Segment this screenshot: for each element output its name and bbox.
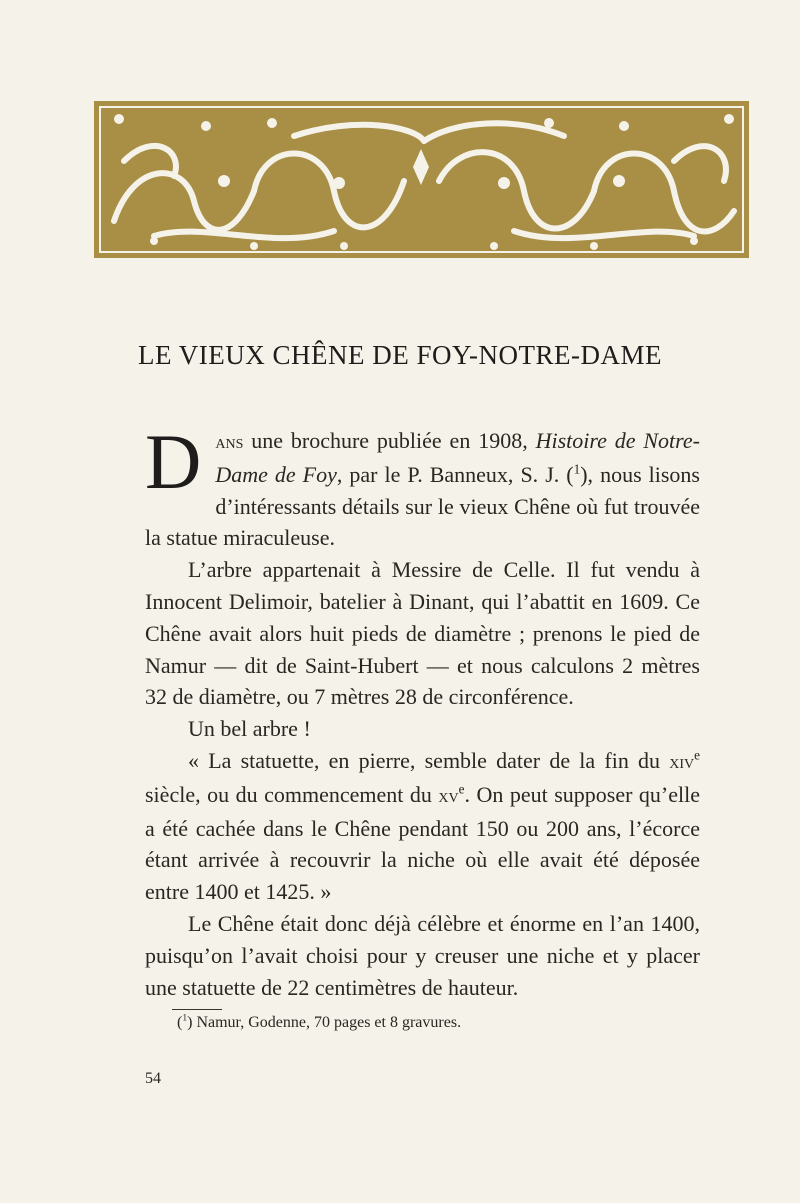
- paragraph-text: , par le P. Banneux, S. J. (: [336, 461, 574, 487]
- paragraph-5: Le Chêne était donc déjà célèbre et énorme en l’an 1400, puisqu’on l’avait choisi pour y creuser une niche et y placer une statuette de 22 centimètres de hauteur.: [145, 910, 700, 1000]
- paragraph-text: une brochure publiée en 1908,: [243, 428, 536, 453]
- book-title: Histoire de Notre-Dame de Foy: [215, 428, 700, 487]
- body-text: [145, 418, 701, 1003]
- footnote: [177, 1014, 461, 1032]
- drop-cap: D: [145, 418, 202, 505]
- footnote-paren-open: (: [177, 1014, 183, 1031]
- paragraph-text: . On peut supposer qu’elle a été cachée dans le Chêne pendant 150 ou 200 ans, l’écorce étant arrivée à recouvrir la niche où elle avait été déposée entre 1400 et 1425. »: [145, 781, 701, 905]
- superscript: e: [458, 781, 465, 797]
- paragraph-4: [145, 745, 700, 908]
- page-number: 54: [145, 1070, 161, 1087]
- paragraph-2: L’arbre appartenait à Messire de Celle. Il fut vendu à Innocent Delimoir, batelier à Dinant, qui l’abattit en 1609. Ce Chêne avait alors huit pieds de diamètre ; prenons le pied de Namur — dit de Saint-Hubert — et nous calculons 2 mètres 32 de diamètre, ou 7 mètres 28 de circonférence.: [145, 557, 700, 710]
- paragraph-text: « La statuette, en pierre, semble dater de la fin du: [188, 747, 670, 773]
- small-caps-text: ans: [215, 431, 244, 453]
- footnote-separator: [172, 1009, 222, 1010]
- superscript: e: [694, 747, 700, 763]
- chapter-title: LE VIEUX CHÊNE DE FOY-NOTRE-DAME: [138, 340, 662, 370]
- footnote-number: 1: [182, 1012, 188, 1024]
- century-numeral: xv: [438, 784, 459, 807]
- paragraph-text: ), nous lisons d’intéressants détails sur le vieux Chêne où fut trouvée la statue miraculeuse.: [145, 461, 700, 551]
- paragraph-1: [145, 418, 700, 554]
- paragraph-text: siècle, ou du commencement du: [145, 781, 439, 807]
- footnote-paren-close: ): [187, 1014, 193, 1031]
- ornamental-band-icon: [94, 101, 749, 258]
- century-numeral: xiv: [669, 750, 695, 773]
- paragraph-3: Un bel arbre !: [188, 716, 311, 742]
- footnote-ref: 1: [573, 461, 581, 477]
- footnote-text: Namur, Godenne, 70 pages et 8 gravures.: [192, 1014, 462, 1031]
